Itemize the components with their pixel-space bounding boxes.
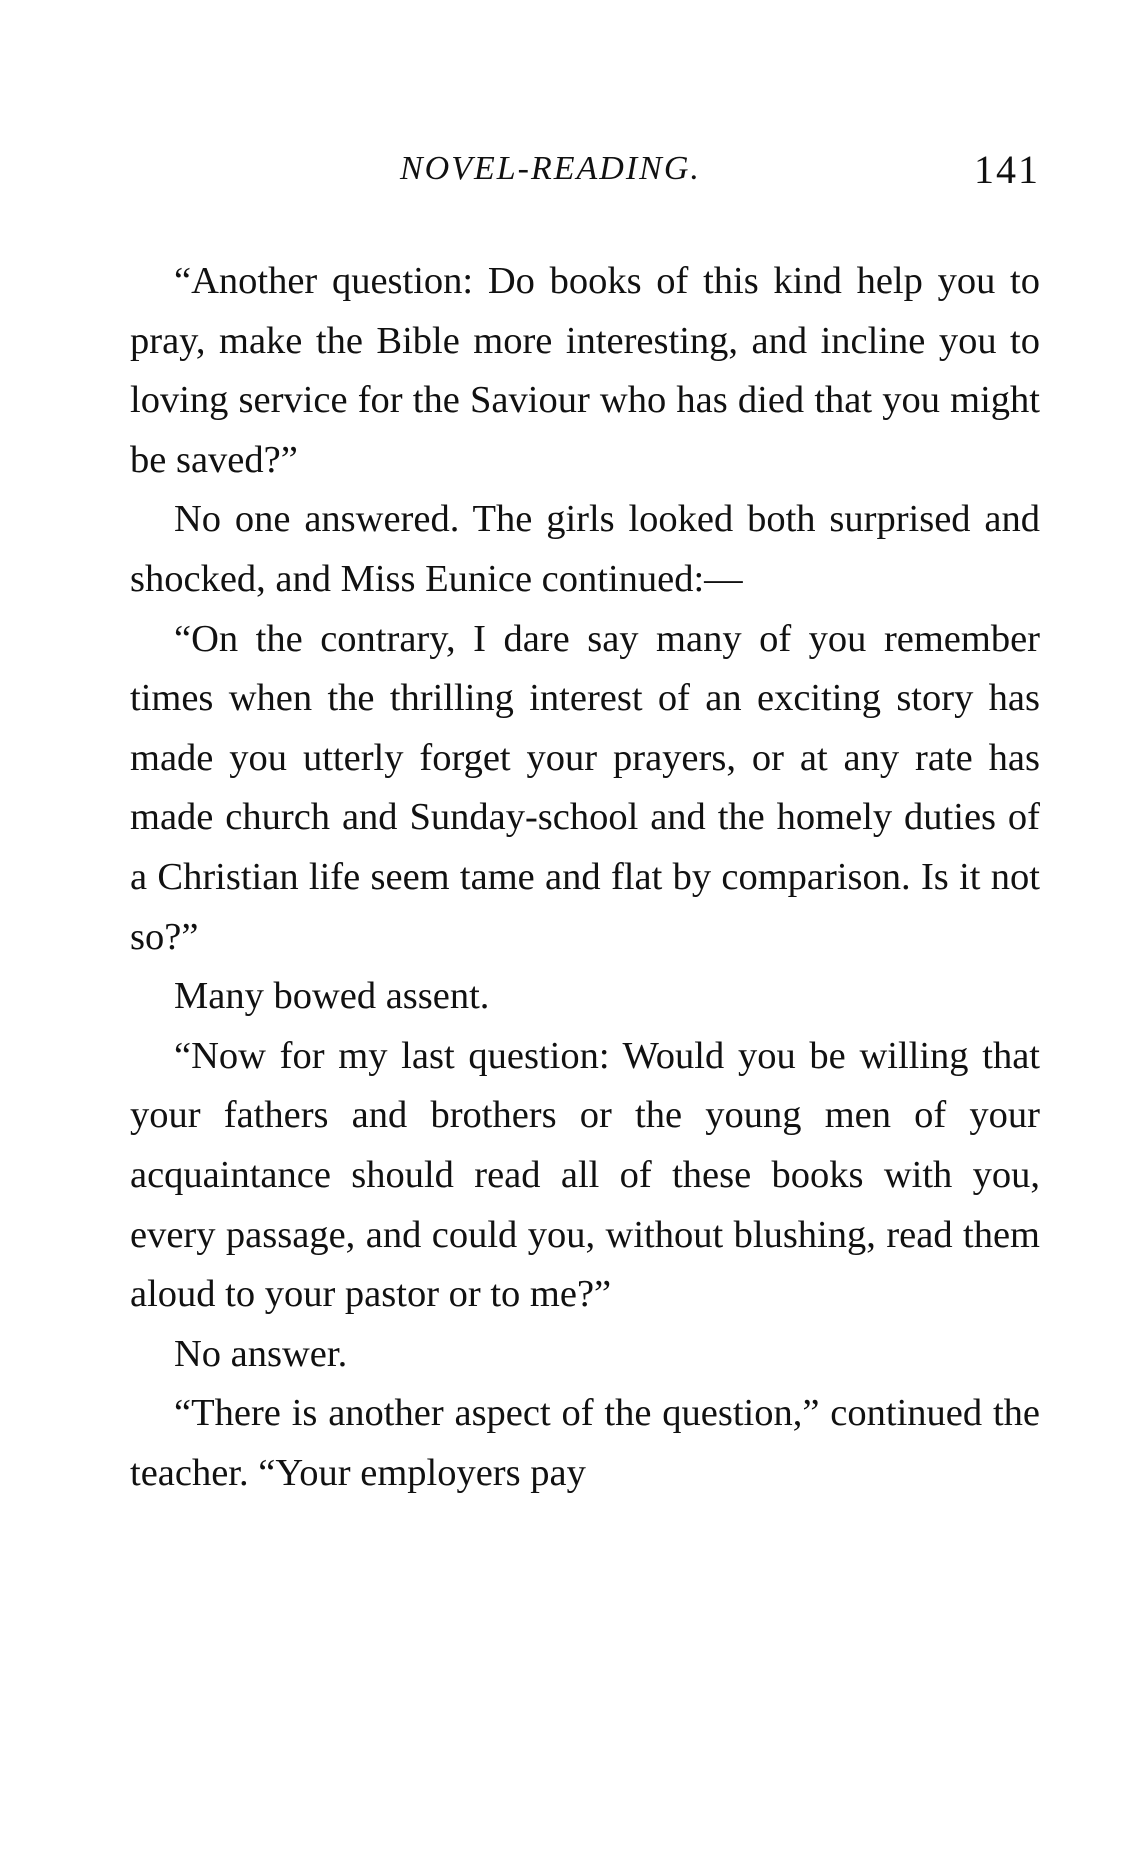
paragraph: Many bowed assent.: [174, 975, 490, 1018]
paragraph: “Now for my last question: Would you be willing that your fathers and brothers or the young men of your acquaintance should read all of these books with you, every passage, and could you, without blushing, read them aloud to your pastor or to me?”: [130, 1034, 1040, 1316]
paragraph: “Another question: Do books of this kind help you to pray, make the Bible more interesting, and incline you to loving service for the Saviour who has died that you might be saved?”: [130, 260, 1040, 481]
page-number: 141: [974, 147, 1040, 192]
paragraph: No answer.: [174, 1332, 348, 1375]
paragraph: “There is another aspect of the question,” continued the teacher. “Your employers pay: [130, 1392, 1040, 1494]
running-head: [130, 147, 1040, 200]
paragraph: No one answered. The girls looked both surprised and shocked, and Miss Eunice continued:—: [130, 498, 1040, 600]
running-title: NOVEL-READING.: [400, 150, 701, 187]
body-text: [130, 252, 1040, 1503]
paragraph: “On the contrary, I dare say many of you remember times when the thrilling interest of an exciting story has made you utterly forget your prayers, or at any rate has made church and Sunday-school and the homely duties of a Christian life seem tame and flat by comparison. Is it not so?”: [130, 617, 1040, 958]
